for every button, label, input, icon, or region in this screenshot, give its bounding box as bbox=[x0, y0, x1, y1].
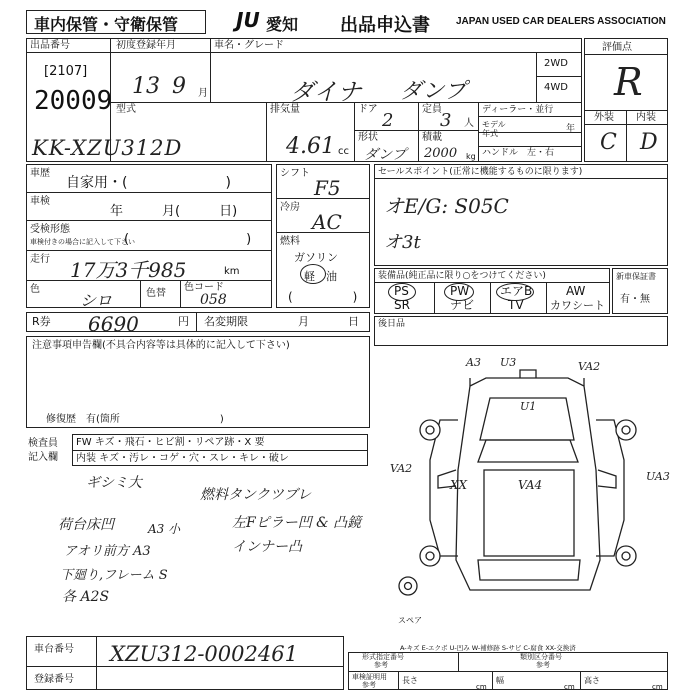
repair-history-label: 修復歴 有(箇所 ) bbox=[46, 414, 224, 425]
recv-value: ( ) bbox=[124, 232, 252, 247]
capacity-label: 定員 bbox=[422, 104, 442, 115]
load-label: 積載 bbox=[422, 132, 442, 143]
load-value: 2000 bbox=[424, 146, 458, 161]
shift-value: F5 bbox=[314, 176, 341, 200]
fuel-options: ガソリン bbox=[294, 251, 338, 264]
handle-label: ハンドル 左・右 bbox=[482, 148, 555, 158]
org-name: 愛知 bbox=[266, 15, 299, 34]
color-value: シロ bbox=[80, 291, 113, 310]
r-ticket-label: R券 bbox=[32, 315, 51, 328]
inspection-label: 車検 bbox=[30, 196, 50, 207]
lot-number: 20009 bbox=[34, 86, 113, 116]
new-car-label: 新車保証書 bbox=[616, 272, 656, 281]
lot-code: [2107] bbox=[44, 64, 88, 79]
inspector-interior-line: 内装 キズ・汚レ・コゲ・穴・スレ・キレ・破レ bbox=[76, 453, 289, 464]
inspector-note-9: 各 A2S bbox=[62, 589, 110, 605]
name-change-month: 月 bbox=[298, 315, 309, 328]
cert-label: 車検証明用 bbox=[352, 673, 387, 681]
use-value: 自家用・( ) bbox=[66, 175, 231, 191]
shape-value: ダンプ bbox=[364, 147, 407, 163]
colorcode-value: 058 bbox=[200, 292, 227, 308]
damage-mark-u3: U3 bbox=[500, 356, 517, 369]
inspector-label-1: 検査員 bbox=[28, 438, 58, 449]
recv-sub: 車検付きの場合に記入して下さい bbox=[30, 238, 135, 246]
damage-mark-va4: VA4 bbox=[518, 478, 543, 492]
association-name: JAPAN USED CAR DEALERS ASSOCIATION bbox=[456, 16, 666, 27]
chassis-label: 車台番号 bbox=[34, 644, 74, 655]
recycle-box bbox=[26, 312, 370, 332]
model-year-unit: 年 bbox=[566, 124, 576, 134]
inspector-note-3: 荷台床凹 bbox=[58, 517, 114, 533]
circle-airbag bbox=[496, 283, 534, 301]
color-label: 色 bbox=[30, 284, 40, 295]
mileage-unit: km bbox=[224, 266, 240, 277]
model-value: KK-XZU312D bbox=[32, 136, 183, 160]
colorcode-label: 色コード bbox=[184, 282, 224, 293]
shift-label: シフト bbox=[280, 168, 310, 179]
score-value: R bbox=[614, 60, 643, 104]
spare-label: スペア bbox=[398, 616, 422, 625]
damage-mark-va2-top: VA2 bbox=[578, 360, 601, 373]
damage-mark-ua3: UA3 bbox=[646, 470, 670, 483]
form-title: 出品申込書 bbox=[340, 15, 430, 36]
equip-airbag: エアB bbox=[500, 284, 533, 298]
model-year-label: モデル bbox=[482, 120, 506, 129]
new-car-value: 有・無 bbox=[620, 294, 650, 305]
lot-label: 出品番号 bbox=[30, 40, 70, 51]
reg-label: 初度登録年月 bbox=[116, 40, 176, 51]
cert-sub: 参考 bbox=[362, 681, 376, 689]
chassis-value: XZU312-0002461 bbox=[110, 642, 298, 666]
length-label: 長さ bbox=[402, 676, 418, 685]
model-label: 型式 bbox=[116, 104, 136, 115]
inspector-note-5: アオリ前方 A3 bbox=[64, 544, 151, 559]
inspection-value: 年 月( 日) bbox=[110, 204, 238, 219]
capacity-unit: 人 bbox=[464, 118, 474, 129]
drive-4wd: 4WD bbox=[544, 82, 568, 93]
equip-sr: SR bbox=[394, 298, 410, 312]
after-items-label: 後日品 bbox=[378, 319, 406, 329]
reg-year: 13 bbox=[132, 74, 160, 99]
score-label: 評価点 bbox=[602, 42, 632, 53]
inspector-fw-line: FW キズ・飛石・ヒビ割・リペア跡・X 要 bbox=[76, 437, 265, 448]
interior-label: 内装 bbox=[636, 112, 656, 123]
name-label: 車名・グレード bbox=[214, 40, 284, 51]
interior-grade: D bbox=[640, 130, 658, 155]
type-designation-label: 形式指定番号 bbox=[362, 653, 404, 661]
damage-legend: A-キズ E-エクボ U-凹み W-補修跡 S-サビ C-腐食 XX-交換済 bbox=[400, 644, 576, 652]
equip-navi: ナビ bbox=[450, 298, 475, 312]
load-unit: kg bbox=[466, 152, 476, 161]
exterior-label: 外装 bbox=[594, 112, 614, 123]
equip-aw: AW bbox=[566, 284, 586, 298]
mileage-label: 走行 bbox=[30, 254, 50, 265]
car-name: ダイナ bbox=[290, 78, 362, 106]
height-unit: cm bbox=[652, 683, 663, 691]
registration-label: 登録番号 bbox=[34, 674, 74, 685]
damage-mark-u1: U1 bbox=[520, 400, 537, 413]
drive-2wd: 2WD bbox=[544, 58, 568, 69]
displacement-label: 排気量 bbox=[270, 104, 300, 115]
model-year-label2: 年式 bbox=[482, 129, 498, 138]
damage-mark-va2-left: VA2 bbox=[390, 462, 413, 475]
category-label: 類別区分番号 bbox=[520, 653, 562, 661]
sales-point-2: オ3t bbox=[384, 232, 421, 253]
use-label: 車歴 bbox=[30, 168, 50, 179]
length-unit: cm bbox=[476, 683, 487, 691]
inspector-note-2: 燃料タンクツブレ bbox=[200, 487, 312, 503]
displacement-value: 4.61 bbox=[286, 134, 335, 159]
notes-label: 注意事項申告欄(不具合内容等は具体的に記入して下さい) bbox=[32, 340, 290, 351]
inspector-note-4: A3 小 bbox=[148, 522, 181, 536]
r-ticket-value: 6690 bbox=[88, 312, 139, 336]
name-change-day: 日 bbox=[348, 315, 359, 328]
inspector-note-6: 左Fピラー凹 & 凸鏡 bbox=[232, 515, 362, 531]
inspector-label-2: 記入欄 bbox=[28, 452, 58, 463]
width-unit: cm bbox=[564, 683, 575, 691]
equip-ps: PS bbox=[394, 284, 409, 298]
mileage-value: 17万3千985 bbox=[70, 258, 187, 282]
fuel-paren: ( ) bbox=[288, 290, 358, 304]
fuel-label: 燃料 bbox=[280, 236, 300, 247]
inspector-note-7: インナー凸 bbox=[232, 539, 302, 555]
ju-logo: JU bbox=[236, 8, 260, 32]
width-label: 幅 bbox=[496, 676, 504, 685]
equip-tv: TV bbox=[508, 298, 524, 312]
storage-title: 車内保管・守衛保管 bbox=[34, 15, 179, 34]
equipment-label: 装備品(純正品に限り○をつけてください) bbox=[378, 271, 546, 281]
damage-mark-xx: XX bbox=[450, 478, 468, 492]
exterior-grade: C bbox=[600, 130, 617, 155]
sales-point-1: オE/G: S05C bbox=[384, 194, 509, 218]
fuel-value: 軽 油 bbox=[304, 270, 337, 283]
fuel-circle bbox=[300, 264, 326, 284]
reg-month: 9 bbox=[172, 74, 186, 99]
circle-ps bbox=[388, 283, 416, 301]
capacity-value: 3 bbox=[440, 110, 452, 131]
type-designation-sub: 参考 bbox=[374, 661, 388, 669]
color-change-label: 色替 bbox=[146, 288, 166, 299]
circle-pw bbox=[444, 283, 474, 301]
car-grade: ダンプ bbox=[400, 79, 467, 104]
sales-label: セールスポイント(正常に機能するものに限ります) bbox=[378, 167, 583, 177]
recv-label: 受検形態 bbox=[30, 224, 70, 235]
displacement-unit: cc bbox=[338, 146, 349, 157]
damage-mark-a3: A3 bbox=[466, 356, 481, 369]
dealer-label: ディーラー・並行 bbox=[482, 105, 554, 115]
after-items-box bbox=[374, 316, 668, 346]
door-value: 2 bbox=[382, 110, 394, 131]
shape-label: 形状 bbox=[358, 132, 378, 143]
category-sub: 参考 bbox=[536, 661, 550, 669]
height-label: 高さ bbox=[584, 676, 600, 685]
equip-leather: カワシート bbox=[550, 299, 605, 312]
equip-pw: PW bbox=[450, 284, 470, 298]
door-label: ドア bbox=[358, 104, 378, 115]
reg-month-unit: 月 bbox=[198, 88, 208, 99]
inspector-note-8: 下廻り,フレーム S bbox=[60, 568, 168, 583]
name-change-label: 名変期限 bbox=[204, 315, 248, 328]
ac-label: 冷房 bbox=[280, 202, 300, 213]
r-ticket-unit: 円 bbox=[178, 315, 189, 328]
ac-value: AC bbox=[312, 210, 342, 234]
inspector-note-1: ギシミ大 bbox=[86, 475, 142, 491]
